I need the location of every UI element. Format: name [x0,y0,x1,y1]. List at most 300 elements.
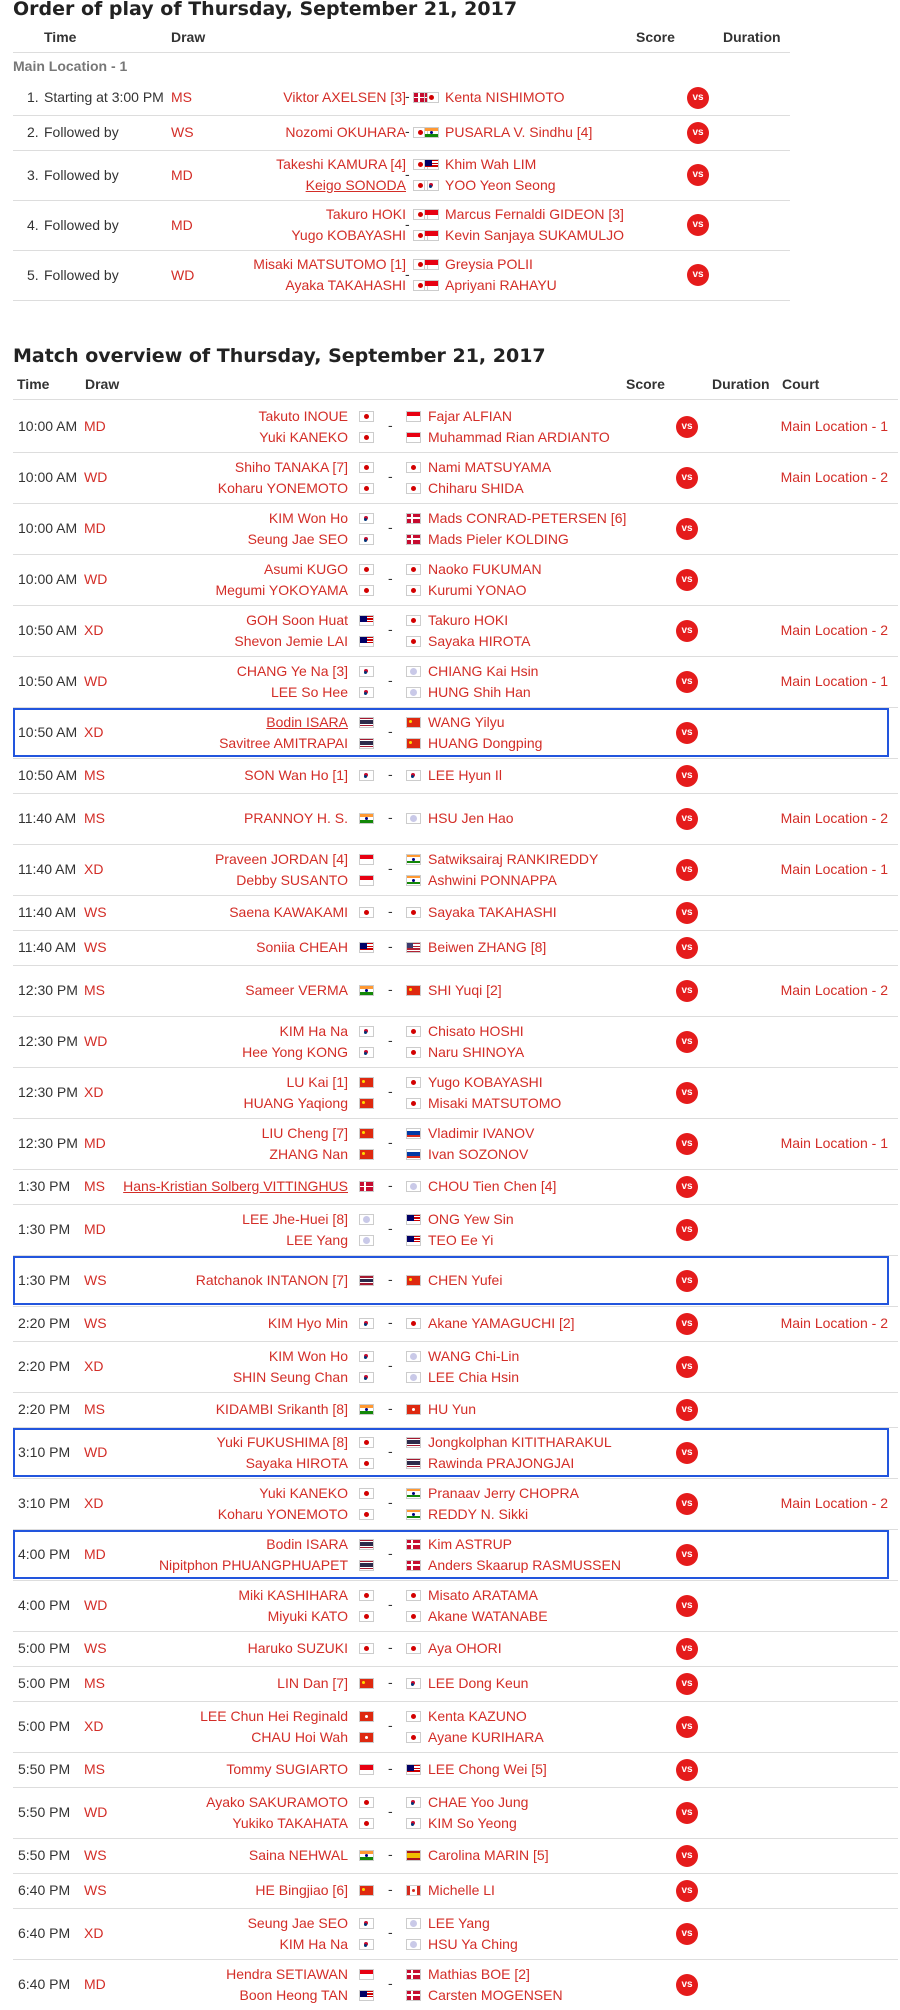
player-name[interactable]: Ayaka TAKAHASHI [285,277,406,293]
flag-ina-icon [424,259,439,270]
court-link[interactable]: Main Location - 2 [780,1495,888,1511]
vs-button[interactable]: vs [676,1974,698,1996]
flag-ind-icon [424,127,439,138]
versus-dash: - [388,519,393,535]
player-name[interactable]: Rawinda PRAJONGJAI [428,1454,575,1471]
player-name[interactable]: Fajar ALFIAN [428,407,513,424]
vs-button[interactable]: vs [676,518,698,540]
vs-button[interactable]: vs [676,1595,698,1617]
flag-tha-icon [359,1275,374,1286]
player-name[interactable]: Praveen JORDAN [4] [214,850,348,867]
player-name[interactable]: Carsten MOGENSEN [428,1986,563,2003]
player-name[interactable]: Vladimir IVANOV [428,1124,535,1141]
vs-button[interactable]: vs [676,1544,698,1566]
flag-kor-icon [406,770,421,781]
flag-chn-icon [406,1275,421,1286]
flag-kor-icon [359,666,374,677]
vs-button[interactable]: vs [676,1133,698,1155]
player-name[interactable]: KIM Won Ho [268,1347,348,1364]
player-name[interactable]: YOO Yeon Seong [445,177,556,193]
player-name[interactable]: SHI Yuqi [2] [428,982,502,998]
versus-dash: - [388,903,393,919]
player-name[interactable]: Nami MATSUYAMA [428,458,552,475]
player-name[interactable]: Seung Jae SEO [247,1914,348,1931]
player-name[interactable]: KIM Hyo Min [267,1315,348,1331]
player-name[interactable]: Marcus Fernaldi GIDEON [3] [445,206,624,222]
draw-code[interactable]: XD [84,1925,104,1941]
draw-code[interactable]: WS [84,904,107,920]
flag-ind-icon [406,854,421,865]
vs-button[interactable]: vs [676,808,698,830]
player-name[interactable]: CHAU Hoi Wah [251,1728,348,1745]
flag-jpn-icon [359,585,374,596]
draw-code[interactable]: WS [84,1882,107,1898]
player-name[interactable]: WANG Chi-Lin [428,1347,520,1364]
match-time: 11:40 AM [18,939,77,955]
player-name[interactable]: LEE Yang [428,1914,490,1931]
draw-code[interactable]: MS [84,1675,105,1691]
player-name[interactable]: Takuro HOKI [325,206,406,222]
draw-code[interactable]: WS [84,1272,107,1288]
versus-dash: - [388,1674,393,1690]
player-name[interactable]: CHANG Ye Na [3] [236,662,348,679]
flag-tpe-icon [406,813,421,824]
player-name[interactable]: Yugo KOBAYASHI [291,227,406,243]
player-name[interactable]: LU Kai [1] [286,1073,348,1090]
vs-button[interactable]: vs [676,1716,698,1738]
player-name[interactable]: Viktor AXELSEN [3] [283,89,406,105]
player-name[interactable]: SON Wan Ho [1] [244,767,348,783]
flag-jpn-icon [406,615,421,626]
draw-code[interactable]: XD [84,1084,104,1100]
player-name[interactable]: TEO Ee Yi [428,1231,494,1248]
flag-jpn-icon [406,1643,421,1654]
versus-dash: - [388,621,393,637]
versus-dash: - [388,1443,393,1459]
court-link[interactable]: Main Location - 1 [780,1135,888,1151]
player-name[interactable]: Nozomi OKUHARA [285,124,406,140]
draw-code[interactable]: WS [84,939,107,955]
vs-button[interactable]: vs [687,122,709,144]
versus-dash: - [388,417,393,433]
vs-button[interactable]: vs [676,902,698,924]
draw-code[interactable]: MS [171,89,192,105]
versus-dash: - [388,860,393,876]
flag-ina-icon [424,280,439,291]
player-name[interactable]: Hee Yong KONG [242,1043,348,1060]
player-name[interactable]: CHEN Yufei [428,1272,503,1288]
player-name[interactable]: Sameer VERMA [245,982,348,998]
player-name[interactable]: ONG Yew Sin [428,1210,514,1227]
player-name[interactable]: Haruko SUZUKI [247,1640,348,1656]
draw-code[interactable]: MD [84,1546,106,1562]
player-name[interactable]: Greysia POLII [445,256,533,272]
player-name[interactable]: Yuki FUKUSHIMA [8] [216,1433,348,1450]
versus-dash: - [388,1545,393,1561]
player-name[interactable]: Akane YAMAGUCHI [2] [428,1315,575,1331]
flag-jpn-icon [359,411,374,422]
player-name[interactable]: Keigo SONODA [305,177,406,193]
flag-kor-icon [406,1678,421,1689]
match-time: 10:00 AM [18,469,78,485]
vs-button[interactable]: vs [687,164,709,186]
player-name[interactable]: Mads Pieler KOLDING [428,530,569,547]
player-name[interactable]: Boon Heong TAN [239,1986,348,2003]
player-name[interactable]: Yukiko TAKAHATA [232,1814,348,1831]
player-name[interactable]: Hendra SETIAWAN [226,1965,348,1982]
match-time: 11:40 AM [18,810,77,826]
player-name[interactable]: LEE Jhe-Huei [8] [242,1210,348,1227]
player-name[interactable]: Misato ARATAMA [428,1586,538,1603]
draw-code[interactable]: WD [84,1444,108,1460]
versus-dash: - [388,672,393,688]
player-name[interactable]: Jongkolphan KITITHARAKUL [428,1433,612,1450]
player-name[interactable]: HE Bingjiao [6] [255,1882,348,1898]
court-link[interactable]: Main Location - 1 [780,861,888,877]
vs-button[interactable]: vs [676,569,698,591]
vs-button[interactable]: vs [676,1673,698,1695]
player-name[interactable]: LEE Dong Keun [428,1675,529,1691]
court-link[interactable]: Main Location - 2 [780,810,888,826]
flag-kor-icon [424,180,439,191]
order-time: Followed by [44,266,119,283]
draw-code[interactable]: MD [84,1221,106,1237]
draw-code[interactable]: MS [84,767,105,783]
location-heading: Main Location - 1 [13,58,128,74]
versus-dash: - [388,1846,393,1862]
draw-code[interactable]: WD [84,1033,108,1049]
flag-chn-icon [359,1098,374,1109]
player-name[interactable]: Miyuki KATO [267,1607,348,1624]
player-name[interactable]: Mads CONRAD-PETERSEN [6] [428,509,627,526]
player-name[interactable]: LEE Chun Hei Reginald [200,1707,348,1724]
player-name[interactable]: Carolina MARIN [5] [428,1847,549,1863]
order-number: 4. [27,216,39,233]
draw-code[interactable]: MD [84,1135,106,1151]
vs-button[interactable]: vs [676,1845,698,1867]
overview-header-draw: Draw [85,376,120,392]
player-name[interactable]: Shevon Jemie LAI [234,632,348,649]
draw-code[interactable]: WD [84,673,108,689]
player-name[interactable]: Ayane KURIHARA [428,1728,544,1745]
draw-code[interactable]: WD [84,1597,108,1613]
player-name[interactable]: Yuki KANEKO [259,428,348,445]
vs-button[interactable]: vs [687,214,709,236]
draw-code[interactable]: XD [84,1495,104,1511]
player-name[interactable]: Apriyani RAHAYU [445,277,557,293]
vs-button[interactable]: vs [676,1176,698,1198]
draw-code[interactable]: XD [84,724,104,740]
player-name[interactable]: Debby SUSANTO [236,871,348,888]
player-name[interactable]: SHIN Seung Chan [232,1368,348,1385]
player-name[interactable]: Sayaka HIROTA [428,632,531,649]
player-name[interactable]: Bodin ISARA [266,713,348,730]
flag-tha-icon [359,1560,374,1571]
flag-den-icon [406,1539,421,1550]
vs-button[interactable]: vs [676,1399,698,1421]
player-name[interactable]: Pranaav Jerry CHOPRA [428,1484,579,1501]
player-name[interactable]: Koharu YONEMOTO [217,479,348,496]
versus-dash: - [388,468,393,484]
player-name[interactable]: Ivan SOZONOV [428,1145,529,1162]
flag-chn-icon [359,1128,374,1139]
player-name[interactable]: KIDAMBI Srikanth [8] [215,1401,348,1417]
draw-code[interactable]: WS [171,124,194,140]
vs-button[interactable]: vs [676,671,698,693]
versus-dash: - [405,265,410,282]
player-name[interactable]: Kurumi YONAO [428,581,527,598]
flag-jpn-icon [359,1458,374,1469]
player-name[interactable]: Kenta KAZUNO [428,1707,527,1724]
draw-code[interactable]: WD [84,571,108,587]
match-time: 4:00 PM [18,1546,71,1562]
draw-code[interactable]: WS [84,1640,107,1656]
match-overview-title: Match overview of Thursday, September 21, 2017 [13,345,546,367]
versus-dash: - [388,981,393,997]
draw-code[interactable]: MD [84,520,106,536]
player-name[interactable]: KIM Ha Na [279,1935,348,1952]
player-name[interactable]: Koharu YONEMOTO [217,1505,348,1522]
player-name[interactable]: HSU Ya Ching [428,1935,518,1952]
vs-button[interactable]: vs [676,722,698,744]
flag-kor-icon [406,1797,421,1808]
player-name[interactable]: Ashwini PONNAPPA [428,871,557,888]
draw-code[interactable]: MD [84,1976,106,1992]
match-time: 10:50 AM [18,724,78,740]
draw-code[interactable]: XD [84,861,104,877]
flag-jpn-icon [406,1047,421,1058]
flag-jpn-icon [406,483,421,494]
flag-jpn-icon [359,1797,374,1808]
player-name[interactable]: Khim Wah LIM [445,156,537,172]
player-name[interactable]: Takeshi KAMURA [4] [276,156,406,172]
vs-button[interactable]: vs [676,1356,698,1378]
player-name[interactable]: LEE So Hee [270,683,348,700]
player-name[interactable]: LEE Chia Hsin [428,1368,520,1385]
vs-button[interactable]: vs [687,264,709,286]
versus-dash: - [388,1220,393,1236]
player-name[interactable]: Takuro HOKI [428,611,509,628]
vs-button[interactable]: vs [676,859,698,881]
flag-den-icon [406,513,421,524]
flag-chn-icon [359,1885,374,1896]
order-time: Followed by [44,216,119,233]
player-name[interactable]: Hans-Kristian Solberg VITTINGHUS [123,1178,348,1194]
vs-button[interactable]: vs [676,1082,698,1104]
player-name[interactable]: ZHANG Nan [269,1145,348,1162]
player-name[interactable]: CHIANG Kai Hsin [428,662,539,679]
overview-header-duration: Duration [712,376,770,392]
player-name[interactable]: Tommy SUGIARTO [226,1761,348,1777]
player-name[interactable]: HUANG Dongping [428,734,543,751]
player-name[interactable]: Aya OHORI [428,1640,502,1656]
vs-button[interactable]: vs [676,620,698,642]
player-name[interactable]: Misaki MATSUTOMO [428,1094,562,1111]
draw-code[interactable]: MD [171,166,193,183]
player-name[interactable]: Mathias BOE [2] [428,1965,530,1982]
draw-code[interactable]: XD [84,622,104,638]
versus-dash: - [405,215,410,232]
player-name[interactable]: Misaki MATSUTOMO [1] [253,256,406,272]
vs-button[interactable]: vs [676,1442,698,1464]
player-name[interactable]: Yugo KOBAYASHI [428,1073,543,1090]
player-name[interactable]: Yuki KANEKO [259,1484,348,1501]
versus-dash: - [388,1494,393,1510]
player-name[interactable]: Seung Jae SEO [247,530,348,547]
player-name[interactable]: Kenta NISHIMOTO [445,89,565,105]
flag-jpn-icon [406,1098,421,1109]
player-name[interactable]: Satwiksairaj RANKIREDDY [428,850,599,867]
player-name[interactable]: Miki KASHIHARA [238,1586,348,1603]
flag-mas-icon [359,942,374,953]
player-name[interactable]: CHOU Tien Chen [4] [428,1178,557,1194]
court-link[interactable]: Main Location - 2 [780,622,888,638]
flag-tpe-icon [359,1214,374,1225]
order-of-play-title: Order of play of Thursday, September 21, 2017 [13,0,518,20]
flag-rus-icon [406,1128,421,1139]
flag-ina-icon [406,411,421,422]
draw-code[interactable]: WS [84,1847,107,1863]
draw-code[interactable]: WS [84,1315,107,1331]
player-name[interactable]: Akane WATANABE [428,1607,548,1624]
vs-button[interactable]: vs [676,1313,698,1335]
vs-button[interactable]: vs [676,1802,698,1824]
player-name[interactable]: Naoko FUKUMAN [428,560,542,577]
court-link[interactable]: Main Location - 2 [780,469,888,485]
draw-code[interactable]: MS [84,1761,105,1777]
versus-dash: - [388,1400,393,1416]
player-name[interactable]: LEE Hyun Il [428,767,502,783]
court-link[interactable]: Main Location - 1 [780,418,888,434]
vs-button[interactable]: vs [676,1880,698,1902]
flag-kor-icon [359,1318,374,1329]
player-name[interactable]: KIM So Yeong [428,1814,517,1831]
versus-dash: - [388,1760,393,1776]
player-name[interactable]: GOH Soon Huat [246,611,348,628]
player-name[interactable]: CHAE Yoo Jung [428,1793,529,1810]
versus-dash: - [388,1975,393,1991]
vs-button[interactable]: vs [676,937,698,959]
player-name[interactable]: Michelle LI [428,1882,495,1898]
player-name[interactable]: Asumi KUGO [263,560,348,577]
match-time: 10:50 AM [18,767,78,783]
player-name[interactable]: Kim ASTRUP [428,1535,513,1552]
player-name[interactable]: Ratchanok INTANON [7] [195,1272,348,1288]
player-name[interactable]: Ayako SAKURAMOTO [206,1793,348,1810]
flag-mas-icon [359,615,374,626]
draw-code[interactable]: MD [84,418,106,434]
player-name[interactable]: Bodin ISARA [266,1535,348,1552]
draw-code[interactable]: XD [84,1718,104,1734]
flag-jpn-icon [406,1318,421,1329]
player-name[interactable]: Chiharu SHIDA [428,479,524,496]
draw-code[interactable]: MS [84,1178,105,1194]
court-link[interactable]: Main Location - 1 [780,673,888,689]
player-name[interactable]: PRANNOY H. S. [244,810,348,826]
match-time: 2:20 PM [18,1358,71,1374]
player-name[interactable]: PUSARLA V. Sindhu [4] [445,124,593,140]
flag-kor-icon [406,1818,421,1829]
draw-code[interactable]: WD [84,469,108,485]
flag-tpe-icon [359,1235,374,1246]
player-name[interactable]: Takuto INOUE [258,407,348,424]
match-time: 12:30 PM [18,1084,78,1100]
vs-button[interactable]: vs [676,1031,698,1053]
player-name[interactable]: Sayaka HIROTA [245,1454,348,1471]
player-name[interactable]: Saina NEHWAL [248,1847,348,1863]
player-name[interactable]: Beiwen ZHANG [8] [428,939,547,955]
vs-button[interactable]: vs [676,765,698,787]
player-name[interactable]: Shiho TANAKA [7] [234,458,348,475]
player-name[interactable]: Kevin Sanjaya SUKAMULJO [445,227,624,243]
player-name[interactable]: Chisato HOSHI [428,1022,524,1039]
player-name[interactable]: LIU Cheng [7] [261,1124,348,1141]
versus-dash: - [388,1134,393,1150]
player-name[interactable]: Muhammad Rian ARDIANTO [428,428,610,445]
draw-code[interactable]: XD [84,1358,104,1374]
vs-button[interactable]: vs [676,467,698,489]
player-name[interactable]: Anders Skaarup RASMUSSEN [428,1556,621,1573]
vs-button[interactable]: vs [676,416,698,438]
player-name[interactable]: WANG Yilyu [428,713,505,730]
player-name[interactable]: LEE Yang [286,1231,348,1248]
court-link[interactable]: Main Location - 2 [780,1315,888,1331]
draw-code[interactable]: MD [171,216,193,233]
draw-code[interactable]: WD [84,1804,108,1820]
player-name[interactable]: KIM Won Ho [268,509,348,526]
draw-code[interactable]: MS [84,810,105,826]
vs-button[interactable]: vs [676,1493,698,1515]
vs-button[interactable]: vs [676,1759,698,1781]
vs-button[interactable]: vs [676,1219,698,1241]
vs-button[interactable]: vs [676,1270,698,1292]
player-name[interactable]: KIM Ha Na [279,1022,348,1039]
player-name[interactable]: REDDY N. Sikki [428,1505,529,1522]
player-name[interactable]: Naru SHINOYA [428,1043,525,1060]
row-divider [13,300,790,301]
draw-code[interactable]: MS [84,1401,105,1417]
flag-mas-icon [359,636,374,647]
match-time: 5:50 PM [18,1804,71,1820]
draw-code[interactable]: MS [84,982,105,998]
player-name[interactable]: HSU Jen Hao [428,810,514,826]
player-name[interactable]: Sayaka TAKAHASHI [428,904,557,920]
flag-tpe-icon [406,1939,421,1950]
match-time: 3:10 PM [18,1495,71,1511]
vs-button[interactable]: vs [676,980,698,1002]
player-name[interactable]: HUNG Shih Han [428,683,531,700]
vs-button[interactable]: vs [687,87,709,109]
vs-button[interactable]: vs [676,1638,698,1660]
player-name[interactable]: LEE Chong Wei [5] [428,1761,547,1777]
draw-code[interactable]: WD [171,266,195,283]
player-name[interactable]: HU Yun [428,1401,476,1417]
flag-tha-icon [406,1458,421,1469]
player-name[interactable]: Saena KAWAKAMI [229,904,348,920]
court-link[interactable]: Main Location - 2 [780,982,888,998]
player-name[interactable]: Savitree AMITRAPAI [219,734,348,751]
flag-ina-icon [359,1969,374,1980]
player-name[interactable]: LIN Dan [7] [277,1675,348,1691]
flag-esp-icon [406,1850,421,1861]
player-name[interactable]: Megumi YOKOYAMA [215,581,348,598]
flag-jpn-icon [406,1077,421,1088]
vs-button[interactable]: vs [676,1923,698,1945]
player-name[interactable]: Nipitphon PHUANGPHUAPET [158,1556,348,1573]
player-name[interactable]: Soniia CHEAH [256,939,348,955]
versus-dash: - [388,1314,393,1330]
player-name[interactable]: HUANG Yaqiong [243,1094,348,1111]
